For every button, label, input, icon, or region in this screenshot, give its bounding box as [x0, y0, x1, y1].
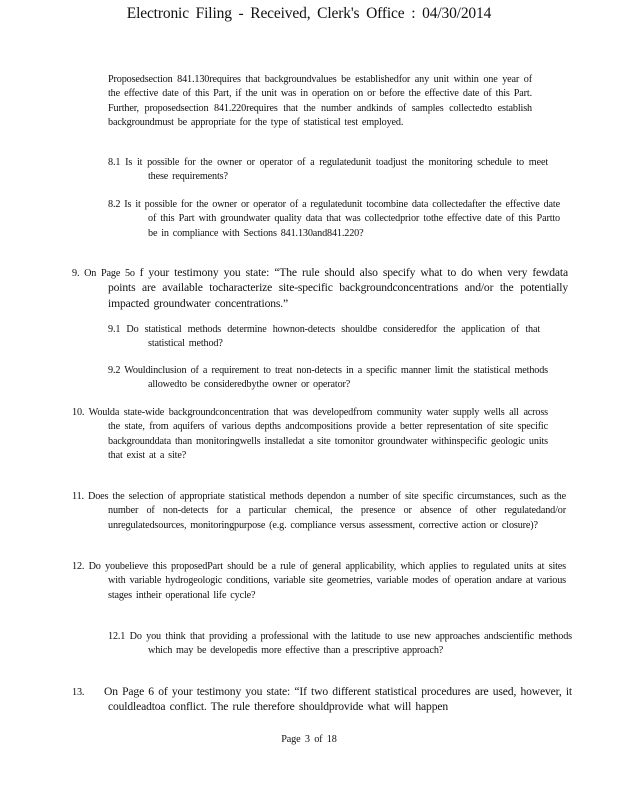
question-9-text: f your testimony you state: “The rule should also specify what to do when very fewdata points are available tocharacterize site-specific backgroundconcentrations and/or the potentially impacted groundwater concentrations.”	[108, 266, 568, 310]
question-9-1: 9.1 Do statistical methods determine hownon-detects shouldbe consideredfor the application of that statistical method?	[108, 324, 540, 350]
intro-paragraph: Proposedsection 841.130requires that backgroundvalues be establishedfor any unit within one year of the effective date of this Part, if the unit was in operation on or before the effective date of this Part. Further, proposedsection 841.220requires that the number andkinds of samples collectedto establish backgroundmust be appropriate for the type of statistical test employed.	[108, 74, 532, 128]
question-9	[72, 266, 568, 312]
page-footer: Page 3 of 18	[281, 734, 337, 745]
question-13-text: On Page 6 of your testimony you state: “If two different statistical procedures are used, however, it couldleadtoa conflict. The rule therefore shouldprovide what will happen	[104, 685, 572, 714]
question-9-number: 9. On Page 5o	[72, 268, 135, 279]
question-12-1: 12.1 Do you think that providing a professional with the latitude to use new approaches andscientific methods which may be developedis more effective than a prescriptive approach?	[108, 631, 572, 657]
question-13-number: 13.	[72, 687, 85, 698]
question-8-2: 8.2 Is it possible for the owner or operator of a regulatedunit tocombine data collectedafter the effective date of this Part with groundwater quality data that was collectedprior tothe effective date of this Partto be in compliance with Sections 841.130and841.220?	[108, 199, 560, 239]
question-12: 12. Do youbelieve this proposedPart should be a rule of general applicability, which applies to regulated units at sites with variable hydrogeologic conditions, variable site geometries, variable modes of operation andare at various stages intheir operational life cycle?	[72, 561, 566, 601]
page-header: Electronic Filing - Received, Clerk's Office : 04/30/2014	[126, 5, 492, 22]
question-9-2: 9.2 Wouldinclusion of a requirement to treat non-detects in a specific manner limit the statistical methods allowedto be consideredbythe owner or operator?	[108, 365, 548, 391]
question-11: 11. Does the selection of appropriate statistical methods dependon a number of site specific circumstances, such as the number of non-detects for a particular chemical, the presence or absence of other regulatedand/or unregulatedsources, monitoringpurpose (e.g. compliance versus assessment, corrective action or closure)?	[72, 491, 566, 531]
question-8-1: 8.1 Is it possible for the owner or operator of a regulatedunit toadjust the monitoring schedule to meet these requirements?	[108, 157, 548, 183]
question-10: 10. Woulda state-wide backgroundconcentration that was developedfrom community water supply wells all across the state, from aquifers of various depths andcompositions provide a better representation of site specific backgrounddata than monitoringwells installedat a site tomonitor groundwater withinspecific geologic units that exist at a site?	[72, 407, 548, 461]
question-13	[72, 685, 572, 716]
